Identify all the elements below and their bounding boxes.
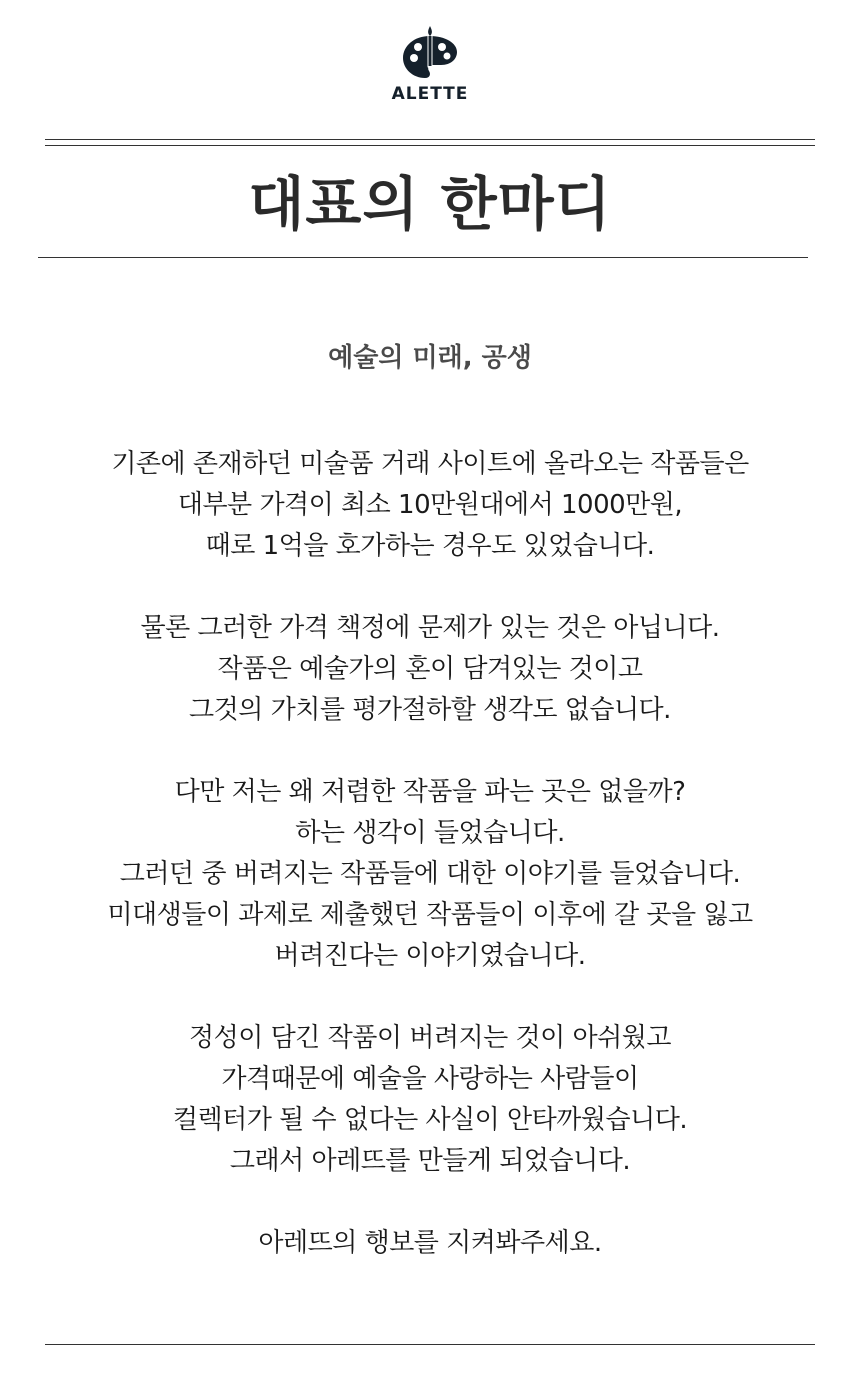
- message-line: 컬렉터가 될 수 없다는 사실이 안타까웠습니다.: [172, 1105, 688, 1135]
- footer-divider: [45, 1344, 815, 1345]
- message-paragraph: [20, 1223, 840, 1264]
- message-subtitle: 예술의 미래, 공생: [328, 343, 532, 373]
- message-line: 그러던 중 버려지는 작품들에 대한 이야기를 들었습니다.: [119, 859, 741, 889]
- message-line: 물론 그러한 가격 책정에 문제가 있는 것은 아닙니다.: [140, 613, 720, 643]
- header-divider-bottom: [45, 145, 815, 146]
- message-paragraph: [20, 1018, 840, 1182]
- brand-logo-text: ALETTE: [391, 84, 469, 104]
- message-line: 때로 1억을 호가하는 경우도 있었습니다.: [205, 531, 655, 561]
- message-line: 하는 생각이 들었습니다.: [295, 818, 565, 848]
- brand-logo[interactable]: [0, 26, 860, 104]
- message-paragraph: [20, 444, 840, 567]
- message-line: 대부분 가격이 최소 10만원대에서 1000만원,: [177, 490, 683, 520]
- palette-icon: [401, 26, 459, 82]
- message-line: 미대생들이 과제로 제출했던 작품들이 이후에 갈 곳을 잃고: [107, 900, 753, 930]
- message-line: 작품은 예술가의 혼이 담겨있는 것이고: [217, 654, 643, 684]
- message-paragraph: [20, 608, 840, 731]
- message-line: 가격때문에 예술을 사랑하는 사람들이: [221, 1064, 639, 1094]
- message-line: 아레뜨의 행보를 지켜봐주세요.: [258, 1228, 602, 1258]
- message-line: 기존에 존재하던 미술품 거래 사이트에 올라오는 작품들은: [111, 449, 749, 479]
- page-title: 대표의 한마디: [248, 170, 612, 238]
- message-line: 버려진다는 이야기였습니다.: [274, 941, 586, 971]
- message-line: 다만 저는 왜 저렴한 작품을 파는 곳은 없을까?: [174, 777, 686, 807]
- message-line: 정성이 담긴 작품이 버려지는 것이 아쉬웠고: [189, 1023, 671, 1053]
- message-line: 그것의 가치를 평가절하할 생각도 없습니다.: [189, 695, 671, 725]
- message-line: 그래서 아레뜨를 만들게 되었습니다.: [229, 1146, 631, 1176]
- message-paragraph: [20, 772, 840, 977]
- header-divider-top: [45, 139, 815, 140]
- message-body: [20, 444, 840, 1305]
- title-divider: [38, 257, 808, 258]
